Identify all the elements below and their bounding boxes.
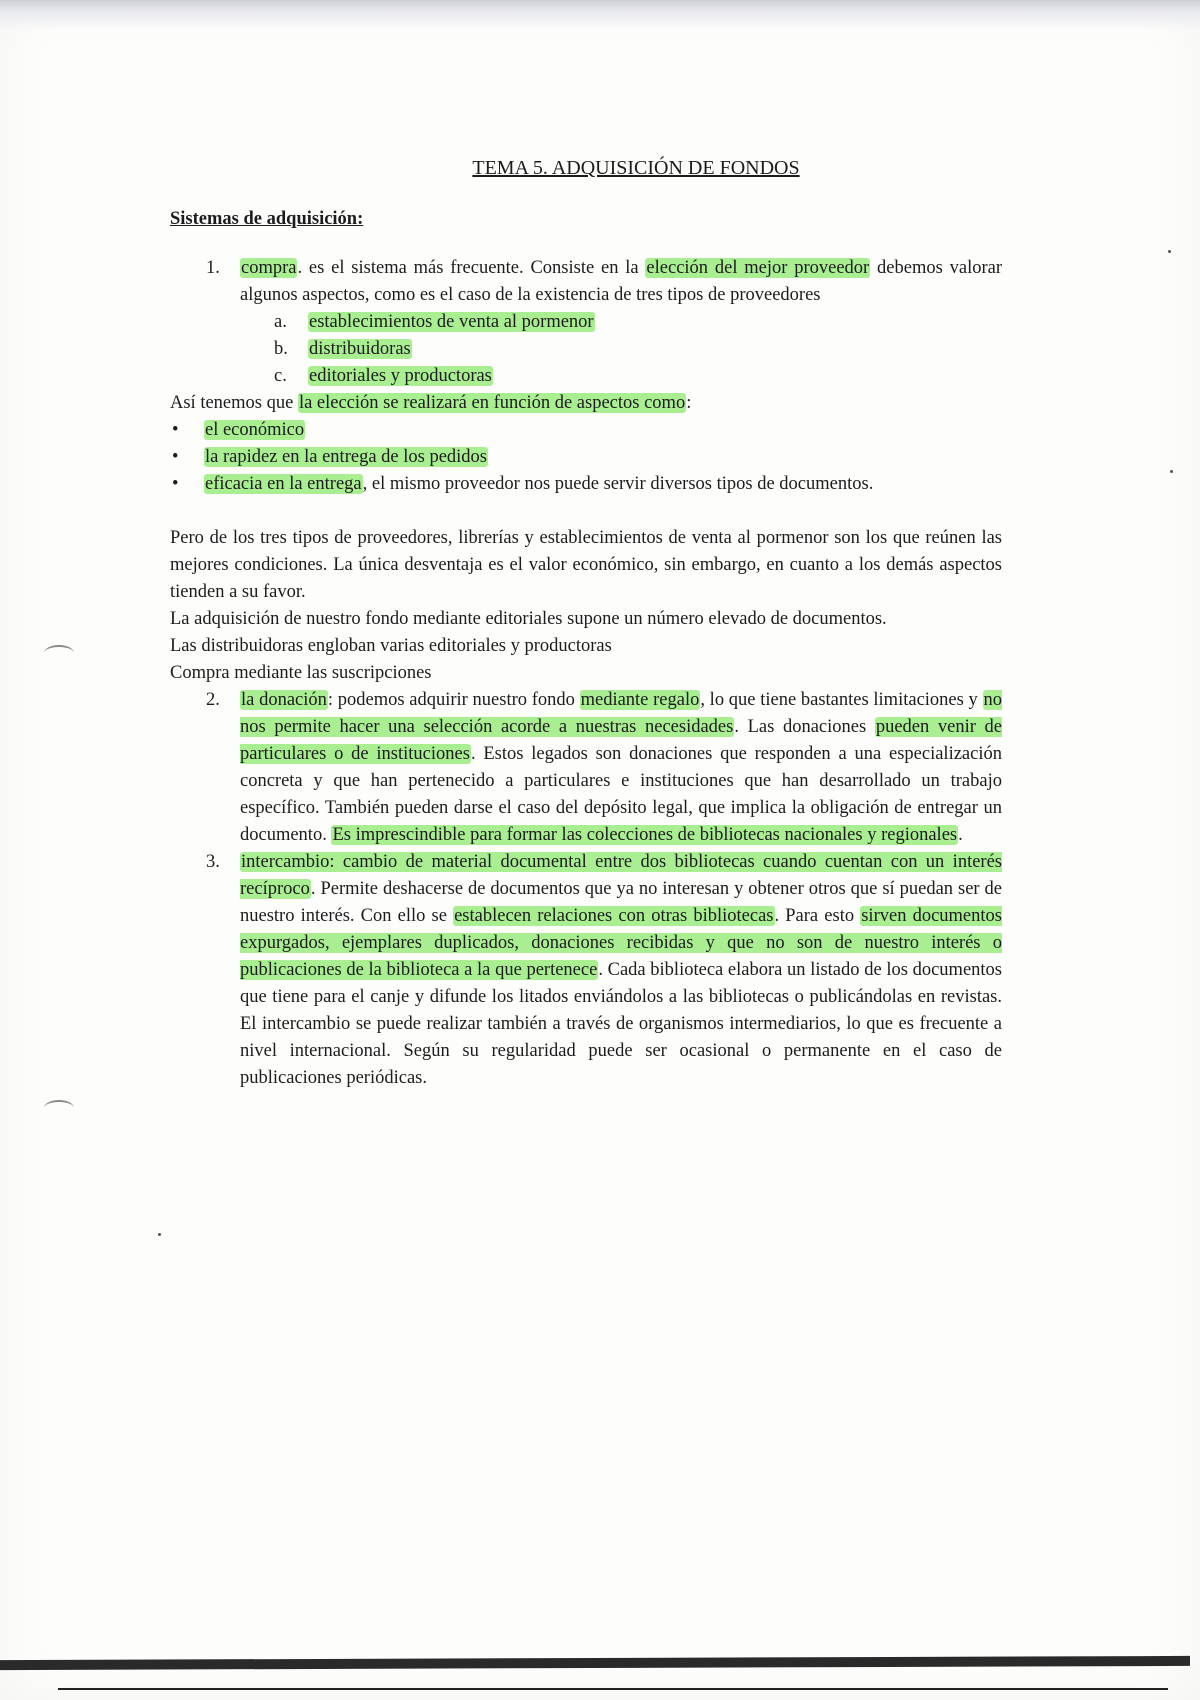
highlighted-text: establecimientos de venta al pormenor [309, 312, 594, 332]
list-number: 3. [206, 852, 220, 872]
highlighted-text: elección del mejor proveedor [646, 258, 870, 278]
list-letter: a. [274, 312, 287, 332]
highlighted-text: compra [241, 258, 297, 278]
highlighted-text: establecen relaciones con otras bibliotecas [454, 906, 774, 926]
body-text: : podemos adquirir nuestro fondo [327, 690, 580, 710]
highlighted-text: el económico [205, 420, 305, 440]
scan-top-edge [0, 0, 1200, 30]
list-letter: b. [274, 339, 288, 359]
list-item-compra [170, 255, 1002, 309]
body-text: . Estos legados son donaciones que responden a una especialización concreta y que han pertenecido a particulares e instituciones que han desarrollado un trabajo específico. También pueden darse el caso del depósito legal, que implica la obligación de entregar un documento. [240, 744, 1002, 845]
scan-bottom-edge [0, 1656, 1190, 1670]
highlighted-text: intercambio: cambio de material documental entre dos bibliotecas cuando cuentan con un interés recíproco [240, 852, 1002, 899]
bullet-dot: • [172, 420, 179, 440]
body-text: . Para esto [774, 906, 861, 926]
list-letter: c. [274, 366, 287, 386]
list-item-intercambio [170, 849, 1002, 1092]
punch-hole-mark [44, 1100, 74, 1116]
provider-type-list [170, 309, 1002, 390]
list-item [170, 363, 1002, 390]
document-body [170, 155, 1002, 1092]
highlighted-text: mediante regalo [580, 690, 700, 710]
highlighted-text: pueden venir de particulares o de instituciones [240, 717, 1002, 764]
list-number: 1. [206, 258, 220, 278]
highlighted-text: la elección se realizará en función de aspectos como [298, 393, 686, 413]
highlighted-text: la donación [241, 690, 327, 710]
body-text: Así tenemos que [170, 393, 298, 413]
section-heading: Sistemas de adquisición: [170, 209, 364, 229]
bullet-item [170, 417, 1002, 444]
highlighted-text: sirven documentos expurgados, ejemplares duplicados, donaciones recibidas y que no son de nuestro interés o publicaciones de la biblioteca a la que pertenece [240, 906, 1002, 980]
highlighted-text: la rapidez en la entrega de los pedidos [205, 447, 488, 467]
body-text: . Permite deshacerse de documentos que ya no interesan y obtener otros que sí puedan ser de nuestro interés. Con ello se [240, 879, 1002, 926]
body-text: . Las donaciones [734, 717, 875, 737]
scan-speck [158, 1233, 161, 1236]
list-item-donacion [170, 687, 1002, 849]
scan-speck [1168, 250, 1171, 253]
footer-rule [58, 1688, 1168, 1690]
scan-speck [1170, 470, 1173, 473]
bullet-item [170, 471, 1002, 498]
body-text: . es el sistema más frecuente. Consiste en la [297, 258, 646, 278]
paragraph: Las distribuidoras engloban varias editoriales y productoras [170, 636, 612, 656]
page-title: TEMA 5. ADQUISICIÓN DE FONDOS [472, 157, 800, 179]
highlighted-text: no nos permite hacer una selección acorde a nuestras necesidades [240, 690, 1003, 737]
body-text: , lo que tiene bastantes limitaciones y [700, 690, 983, 710]
bullet-dot: • [172, 474, 179, 494]
paragraph: La adquisición de nuestro fondo mediante editoriales supone un número elevado de documentos. [170, 609, 887, 629]
intro-line [170, 390, 1002, 417]
bullet-item [170, 444, 1002, 471]
highlighted-text: distribuidoras [309, 339, 411, 359]
punch-hole-mark [44, 645, 74, 661]
paragraph: Pero de los tres tipos de proveedores, librerías y establecimientos de venta al pormenor son los que reúnen las mejores condiciones. La única desventaja es el valor económico, sin embargo, en cuanto a los demás aspectos tienden a su favor. [170, 528, 1002, 602]
list-number: 2. [206, 690, 220, 710]
body-text: debemos valorar algunos aspectos, como es el caso de la existencia de tres tipos de proveedores [240, 258, 1002, 305]
bullet-dot: • [172, 447, 179, 467]
highlighted-text: editoriales y productoras [309, 366, 492, 386]
body-text: . Cada biblioteca elabora un listado de los documentos que tiene para el canje y difunde los litados enviándolos a las bibliotecas o publicándolas en revistas. El intercambio se puede realizar también a través de organismos intermediarios, lo que es frecuente a nivel internacional. Según su regularidad puede ser ocasional o permanente en el caso de publicaciones periódicas. [240, 960, 1002, 1088]
paragraph: Compra mediante las suscripciones [170, 663, 432, 683]
paragraph-gap [170, 498, 1002, 525]
list-item [170, 309, 1002, 336]
body-text: , el mismo proveedor nos puede servir diversos tipos de documentos. [362, 474, 874, 494]
list-item [170, 336, 1002, 363]
body-text: . [958, 825, 963, 845]
body-text: : [686, 393, 692, 413]
highlighted-text: Es imprescindible para formar las colecciones de bibliotecas nacionales y regionales [332, 825, 958, 845]
highlighted-text: eficacia en la entrega [205, 474, 362, 494]
